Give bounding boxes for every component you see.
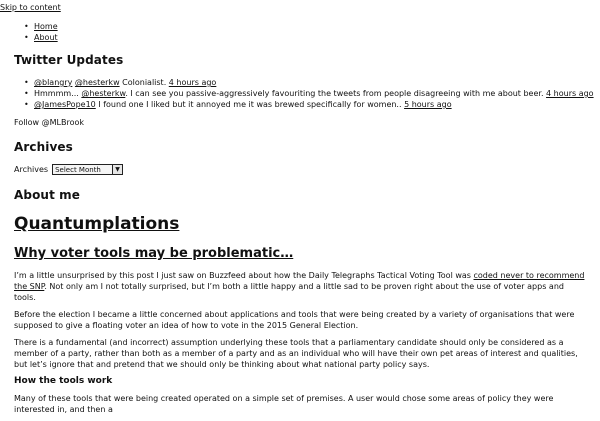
tweet-item xyxy=(14,78,600,89)
archives-label: Archives xyxy=(14,164,49,174)
post-title-link[interactable]: Why voter tools may be problematic… xyxy=(14,246,294,261)
post-paragraph: Many of these tools that were being created operated on a simple set of premises. A user would chose some areas of policy they were interested in, and then a xyxy=(14,394,554,414)
dropdown-arrow-icon: ▼ xyxy=(112,165,122,174)
tweet-mention-link[interactable]: @blangry xyxy=(34,78,73,87)
archives-select-value: Select Month xyxy=(55,166,101,174)
tweet-time-link[interactable]: 4 hours ago xyxy=(546,89,594,98)
post-paragraph: There is a fundamental (and incorrect) assumption underlying these tools that a parliamentary candidate should only be considered as a member of a party, rather than both as a member of a party and as an individual who will have their own pet areas of interest and qualities, but let’s ignore that and pretend that we should only be thinking about what national party policy says. xyxy=(14,338,578,369)
post-paragraph xyxy=(14,270,588,303)
tweet-list xyxy=(14,78,600,111)
tweet-time-link[interactable]: 5 hours ago xyxy=(404,100,452,109)
archives-heading: Archives xyxy=(14,140,73,154)
nav-item-about xyxy=(14,33,58,44)
tweet-text: Colonialist. xyxy=(119,78,169,87)
twitter-updates-heading: Twitter Updates xyxy=(14,53,124,67)
nav-link-about[interactable]: About xyxy=(34,33,58,42)
follow-link[interactable]: Follow @MLBrook xyxy=(14,118,85,127)
site-title-link[interactable]: Quantumplations xyxy=(14,214,180,234)
tweet-item xyxy=(14,89,600,100)
post-subheading: How the tools work xyxy=(14,376,113,386)
tweet-item xyxy=(14,100,600,111)
post-text: . Not only am I not totally surprised, but I’m both a little happy and a little sad to be proven right about the use of voter apps and tools. xyxy=(14,282,564,302)
post-inline-link[interactable]: coded never to recommend the SNP xyxy=(14,271,585,291)
nav-item-home xyxy=(14,22,58,33)
tweet-time-link[interactable]: 4 hours ago xyxy=(168,78,217,87)
main-navigation xyxy=(14,22,58,44)
tweet-mention-link[interactable]: @hesterkw xyxy=(74,78,120,87)
post-content xyxy=(14,270,588,421)
post-paragraph: Before the election I became a little concerned about applications and tools that were being created by a variety of organisations that were supposed to give a floating voter an idea of how to vote in the 2015 General Election. xyxy=(14,310,575,330)
archives-row xyxy=(14,164,123,175)
archives-month-select[interactable] xyxy=(52,164,123,175)
skip-to-content-link[interactable]: Skip to content xyxy=(0,3,61,12)
tweet-mention-link[interactable]: @JamesPope10 xyxy=(34,100,96,109)
tweet-text: Hmmmm... xyxy=(34,89,82,98)
nav-link-home[interactable]: Home xyxy=(34,22,58,31)
about-me-heading: About me xyxy=(14,188,81,202)
tweet-text: I found one I liked but it annoyed me it was brewed specifically for women.. xyxy=(95,100,405,109)
post-text: I’m a little unsurprised by this post I just saw on Buzzfeed about how the Daily Telegraphs Tactical Voting Tool was xyxy=(14,271,474,280)
tweet-mention-link[interactable]: @hesterkw xyxy=(81,89,126,98)
tweet-text: . I can see you passive-aggressively favouriting the tweets from people disagreeing with me about beer. xyxy=(125,89,547,98)
